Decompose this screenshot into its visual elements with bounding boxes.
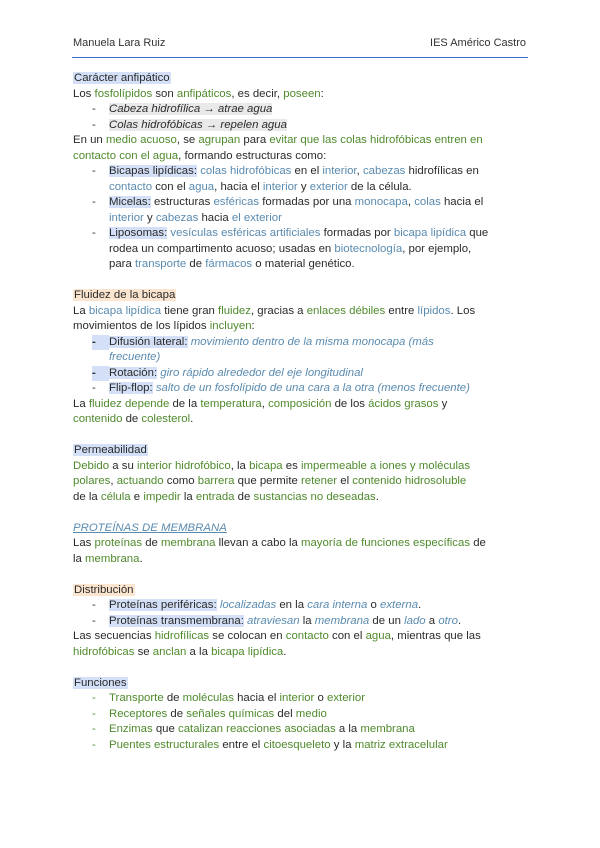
- paragraph-line: de la célula e impedir la entrada de sustancias no deseadas.: [73, 490, 379, 503]
- list-item: - Colas hidrofóbicas → repelen agua: [92, 118, 287, 131]
- paragraph-line: hidrofóbicas se anclan a la bicapa lipídica.: [73, 645, 287, 658]
- header-school: IES Américo Castro: [430, 37, 526, 49]
- paragraph-line: la membrana.: [73, 552, 143, 565]
- paragraph-line: La fluidez depende de la temperatura, composición de los ácidos grasos y: [73, 397, 448, 410]
- list-item: - Rotación: giro rápido alrededor del eje longitudinal: [73, 366, 528, 382]
- list-item: - Receptores de señales químicas del medio: [92, 707, 327, 720]
- paragraph-line: movimientos de los lípidos incluyen:: [73, 320, 255, 332]
- section-title: Permeabilidad: [74, 444, 147, 456]
- list-item-cont: para transporte de fármacos o material genético.: [109, 258, 355, 270]
- list-item: - Cabeza hidrofílica → atrae agua: [92, 103, 273, 115]
- paragraph-line: contacto con el agua, formando estructuras como:: [73, 149, 327, 162]
- list-item: - Transporte de moléculas hacia el interior o exterior: [92, 692, 366, 704]
- paragraph-line: polares, actuando como barrera que permite retener el contenido hidrosoluble: [73, 475, 467, 487]
- list-item: - Micelas: estructuras esféricas formadas por una monocapa, colas hacia el: [92, 196, 484, 208]
- document-body: [73, 71, 528, 753]
- list-item: - Proteínas transmembrana: atraviesan la membrana de un lado a otro.: [92, 614, 462, 627]
- paragraph-line: contenido de colesterol.: [73, 413, 194, 425]
- list-item-cont: rodea un compartimento acuoso; usadas en biotecnología, por ejemplo,: [109, 242, 472, 255]
- list-item: - Flip-flop: salto de un fosfolípido de una cara a la otra (menos frecuente): [92, 382, 470, 394]
- section-title: Funciones: [74, 676, 127, 689]
- paragraph-line: En un medio acuoso, se agrupan para evitar que las colas hidrofóbicas entren en: [73, 134, 483, 146]
- paragraph-line: Debido a su interior hidrofóbico, la bicapa es impermeable a iones y moléculas: [73, 459, 471, 472]
- list-item-cont: contacto con el agua, hacia el interior y exterior de la célula.: [109, 180, 412, 193]
- list-item: - Enzimas que catalizan reacciones asociadas a la membrana: [92, 723, 415, 735]
- section-title: PROTEÍNAS DE MEMBRANA: [73, 521, 227, 534]
- paragraph-line: Las proteínas de membrana llevan a cabo la mayoría de funciones específicas de: [73, 537, 486, 549]
- list-item-cont: frecuente): [109, 351, 161, 363]
- list-item-cont: interior y cabezas hacia el exterior: [109, 211, 282, 224]
- header-rule: [72, 57, 528, 58]
- list-item: - Difusión lateral: movimiento dentro de la misma monocapa (más: [73, 335, 528, 351]
- list-item: - Puentes estructurales entre el citoesqueleto y la matriz extracelular: [92, 738, 448, 751]
- section-title: Distribución: [74, 583, 134, 596]
- section-title: Carácter anfipático: [74, 72, 170, 84]
- list-item: - Liposomas: vesículas esféricas artificiales formadas por bicapa lipídica que: [92, 227, 489, 239]
- list-item: - Bicapas lipídicas: colas hidrofóbicas en el interior, cabezas hidrofílicas en: [92, 165, 479, 177]
- paragraph-line: Las secuencias hidrofílicas se colocan en contacto con el agua, mientras que las: [73, 630, 481, 642]
- header-author: Manuela Lara Ruiz: [73, 37, 166, 49]
- list-item: - Proteínas periféricas: localizadas en la cara interna o externa.: [92, 599, 422, 611]
- paragraph-line: La bicapa lipídica tiene gran fluidez, gracias a enlaces débiles entre lípidos. Los: [73, 304, 476, 317]
- paragraph-line: Los fosfolípidos son anfipáticos, es decir, poseen:: [73, 87, 324, 100]
- section-title: Fluidez de la bicapa: [74, 289, 176, 301]
